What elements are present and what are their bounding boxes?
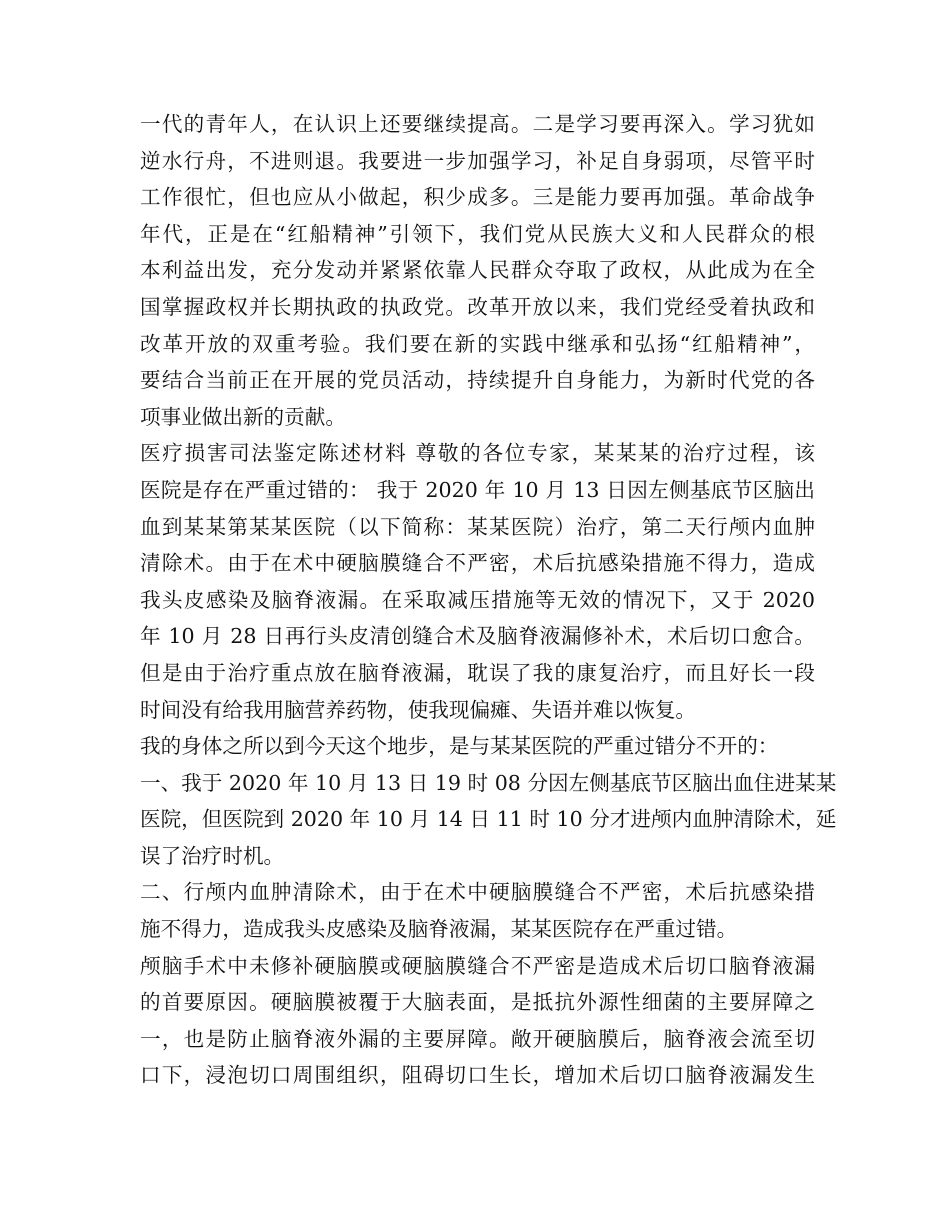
document-body <box>140 106 837 1094</box>
paragraph-point-two <box>140 874 815 947</box>
text-line: 施不得力，造成我头皮感染及脑脊液漏，某某医院存在严重过错。 <box>140 917 738 942</box>
text-line: 年 10 月 28 日再行头皮清创缝合术及脑脊液漏修补术，术后切口愈合。 <box>140 624 815 649</box>
text-line: 项事业做出新的贡献。 <box>140 404 346 429</box>
paragraph-point-one <box>140 765 837 875</box>
text-line: 一，也是防止脑脊液外漏的主要屏障。敞开硬脑膜后，脑脊液会流至切 <box>140 1026 815 1051</box>
text-line: 的首要原因。硬脑膜被覆于大脑表面，是抵抗外源性细菌的主要屏障之 <box>140 990 815 1015</box>
text-line: 一代的青年人，在认识上还要继续提高。二是学习要再深入。学习犹如 <box>140 112 815 136</box>
text-line: 血到某某第某某医院（以下简称：某某医院）治疗，第二天行颅内血肿 <box>140 514 815 539</box>
paragraph-dura-explanation <box>140 948 815 1094</box>
paragraph-red-boat-spirit <box>140 106 815 435</box>
paragraph-cause-intro <box>140 728 815 765</box>
text-line: 时间没有给我用脑营养药物，使我现偏瘫、失语并难以恢复。 <box>140 697 697 722</box>
text-line: 逆水行舟，不进则退。我要进一步加强学习，补足自身弱项，尽管平时 <box>140 148 815 173</box>
text-line: 医院是存在严重过错的： 我于 2020 年 10 月 13 日因左侧基底节区脑出 <box>140 477 815 502</box>
text-line: 国掌握政权并长期执政的执政党。改革开放以来，我们党经受着执政和 <box>140 294 815 319</box>
paragraph-medical-statement <box>140 435 815 728</box>
text-line: 年代，正是在“红船精神”引领下，我们党从民族大义和人民群众的根 <box>140 221 815 246</box>
text-line: 本利益出发，充分发动并紧紧依靠人民群众夺取了政权，从此成为在全 <box>140 258 815 283</box>
text-line: 二、行颅内血肿清除术，由于在术中硬脑膜缝合不严密，术后抗感染措 <box>140 880 815 905</box>
text-line: 我头皮感染及脑脊液漏。在采取减压措施等无效的情况下，又于 2020 <box>140 587 815 612</box>
text-line: 但是由于治疗重点放在脑脊液漏，耽误了我的康复治疗，而且好长一段 <box>140 660 815 685</box>
text-line: 清除术。由于在术中硬脑膜缝合不严密，术后抗感染措施不得力，造成 <box>140 551 815 576</box>
text-line: 工作很忙，但也应从小做起，积少成多。三是能力要再加强。革命战争 <box>140 185 815 210</box>
text-line: 误了治疗时机。 <box>140 843 285 868</box>
text-line: 口下，浸泡切口周围组织，阻碍切口生长，增加术后切口脑脊液漏发生 <box>140 1063 815 1088</box>
text-line: 要结合当前正在开展的党员活动，持续提升自身能力，为新时代党的各 <box>140 368 815 393</box>
text-line: 一、我于 2020 年 10 月 13 日 19 时 08 分因左侧基底节区脑出血住进某某 <box>140 770 837 795</box>
text-line: 医院，但医院到 2020 年 10 月 14 日 11 时 10 分才进颅内血肿清除术，延 <box>140 807 837 832</box>
text-line: 医疗损害司法鉴定陈述材料 尊敬的各位专家，某某某的治疗过程，该 <box>140 441 815 466</box>
text-line: 我的身体之所以到今天这个地步，是与某某医院的严重过错分不开的： <box>140 734 779 759</box>
text-line: 改革开放的双重考验。我们要在新的实践中继承和弘扬“红船精神”， <box>140 331 815 356</box>
text-line: 颅脑手术中未修补硬脑膜或硬脑膜缝合不严密是造成术后切口脑脊液漏 <box>140 953 815 978</box>
